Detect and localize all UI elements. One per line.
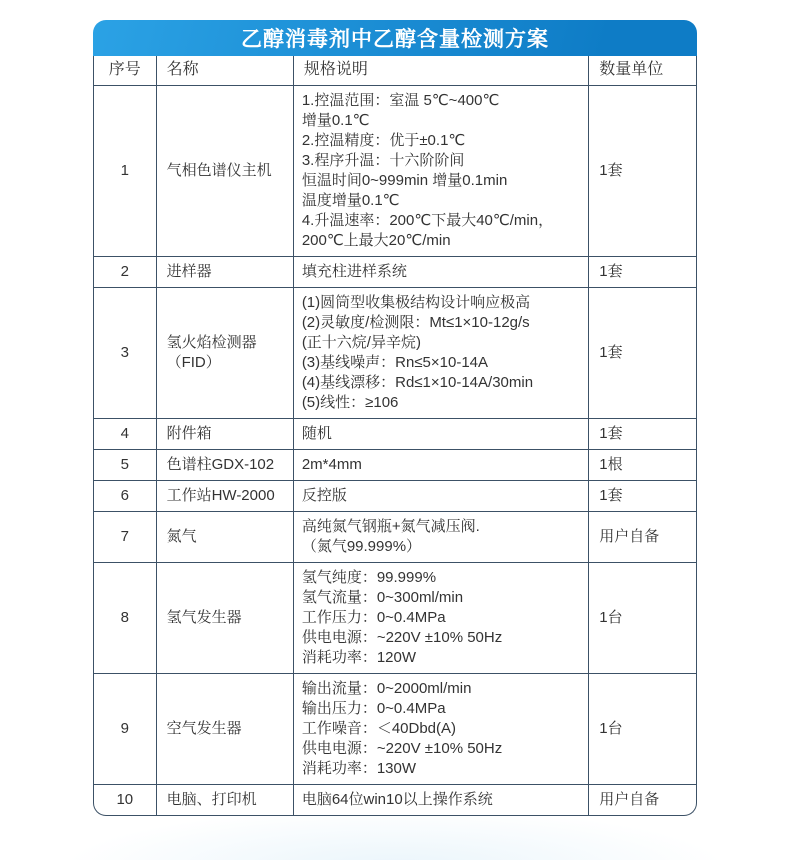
row-number-cell: 2 bbox=[94, 256, 156, 287]
spec-cell: 填充柱进样系统 bbox=[293, 256, 588, 287]
table-row bbox=[94, 418, 696, 449]
spec-cell: 氢气纯度：99.999% 氢气流量：0~300ml/min 工作压力：0~0.4MPa 供电电源：~220V ±10% 50Hz 消耗功率：120W bbox=[293, 562, 588, 673]
item-name-cell: 色谱柱GDX-102 bbox=[156, 449, 293, 480]
row-number-cell: 4 bbox=[94, 418, 156, 449]
spec-cell: 输出流量：0~2000ml/min 输出压力：0~0.4MPa 工作噪音：＜40Dbd(A) 供电电源：~220V ±10% 50Hz 消耗功率：130W bbox=[293, 673, 588, 784]
quantity-cell: 1套 bbox=[589, 418, 696, 449]
column-header-quantity: 数量单位 bbox=[589, 56, 696, 85]
spec-cell: 高纯氮气钢瓶+氮气减压阀. （氮气99.999%） bbox=[293, 511, 588, 562]
row-number-cell: 7 bbox=[94, 511, 156, 562]
row-number-cell: 1 bbox=[94, 85, 156, 256]
spec-table-container bbox=[93, 56, 697, 816]
spec-cell: 反控版 bbox=[293, 480, 588, 511]
detection-plan-card bbox=[93, 20, 697, 816]
table-row bbox=[94, 480, 696, 511]
quantity-cell: 用户自备 bbox=[589, 511, 696, 562]
spec-cell: 电脑64位win10以上操作系统 bbox=[293, 784, 588, 815]
item-name-cell: 气相色谱仪主机 bbox=[156, 85, 293, 256]
quantity-cell: 1套 bbox=[589, 287, 696, 418]
column-header-name: 名称 bbox=[156, 56, 293, 85]
item-name-cell: 进样器 bbox=[156, 256, 293, 287]
table-row bbox=[94, 784, 696, 815]
column-header-index: 序号 bbox=[94, 56, 156, 85]
table-row bbox=[94, 256, 696, 287]
quantity-cell: 1套 bbox=[589, 256, 696, 287]
table-row bbox=[94, 287, 696, 418]
table-row bbox=[94, 562, 696, 673]
row-number-cell: 6 bbox=[94, 480, 156, 511]
quantity-cell: 用户自备 bbox=[589, 784, 696, 815]
item-name-cell: 氢气发生器 bbox=[156, 562, 293, 673]
column-header-spec: 规格说明 bbox=[293, 56, 588, 85]
spec-table-header bbox=[94, 56, 696, 85]
row-number-cell: 3 bbox=[94, 287, 156, 418]
spec-cell: 2m*4mm bbox=[293, 449, 588, 480]
quantity-cell: 1套 bbox=[589, 85, 696, 256]
header-row bbox=[94, 56, 696, 85]
row-number-cell: 10 bbox=[94, 784, 156, 815]
table-row bbox=[94, 85, 696, 256]
item-name-cell: 附件箱 bbox=[156, 418, 293, 449]
row-number-cell: 9 bbox=[94, 673, 156, 784]
item-name-cell: 工作站HW-2000 bbox=[156, 480, 293, 511]
quantity-cell: 1台 bbox=[589, 673, 696, 784]
quantity-cell: 1根 bbox=[589, 449, 696, 480]
table-row bbox=[94, 449, 696, 480]
row-number-cell: 5 bbox=[94, 449, 156, 480]
spec-table-body bbox=[94, 85, 696, 815]
table-row bbox=[94, 511, 696, 562]
spec-cell: 1.控温范围：室温 5℃~400℃ 增量0.1℃ 2.控温精度：优于±0.1℃ 3.程序升温：十六阶阶间 恒温时间0~999min 增量0.1min 温度增量0.1℃ 4.升温速率：200℃下最大40℃/min， 200℃上最大20℃/min bbox=[293, 85, 588, 256]
item-name-cell: 氮气 bbox=[156, 511, 293, 562]
spec-table bbox=[94, 56, 696, 815]
item-name-cell: 电脑、打印机 bbox=[156, 784, 293, 815]
quantity-cell: 1套 bbox=[589, 480, 696, 511]
item-name-cell: 空气发生器 bbox=[156, 673, 293, 784]
table-row bbox=[94, 673, 696, 784]
plan-title: 乙醇消毒剂中乙醇含量检测方案 bbox=[241, 28, 549, 51]
spec-cell: (1)圆筒型收集极结构设计响应极高 (2)灵敏度/检测限：Mt≤1×10-12g/s (正十六烷/异辛烷) (3)基线噪声：Rn≤5×10-14A (4)基线漂移：Rd≤1×10-14A/30min (5)线性：≥106 bbox=[293, 287, 588, 418]
item-name-cell: 氢火焰检测器（FID） bbox=[156, 287, 293, 418]
plan-title-bar bbox=[93, 20, 697, 56]
quantity-cell: 1台 bbox=[589, 562, 696, 673]
spec-cell: 随机 bbox=[293, 418, 588, 449]
row-number-cell: 8 bbox=[94, 562, 156, 673]
